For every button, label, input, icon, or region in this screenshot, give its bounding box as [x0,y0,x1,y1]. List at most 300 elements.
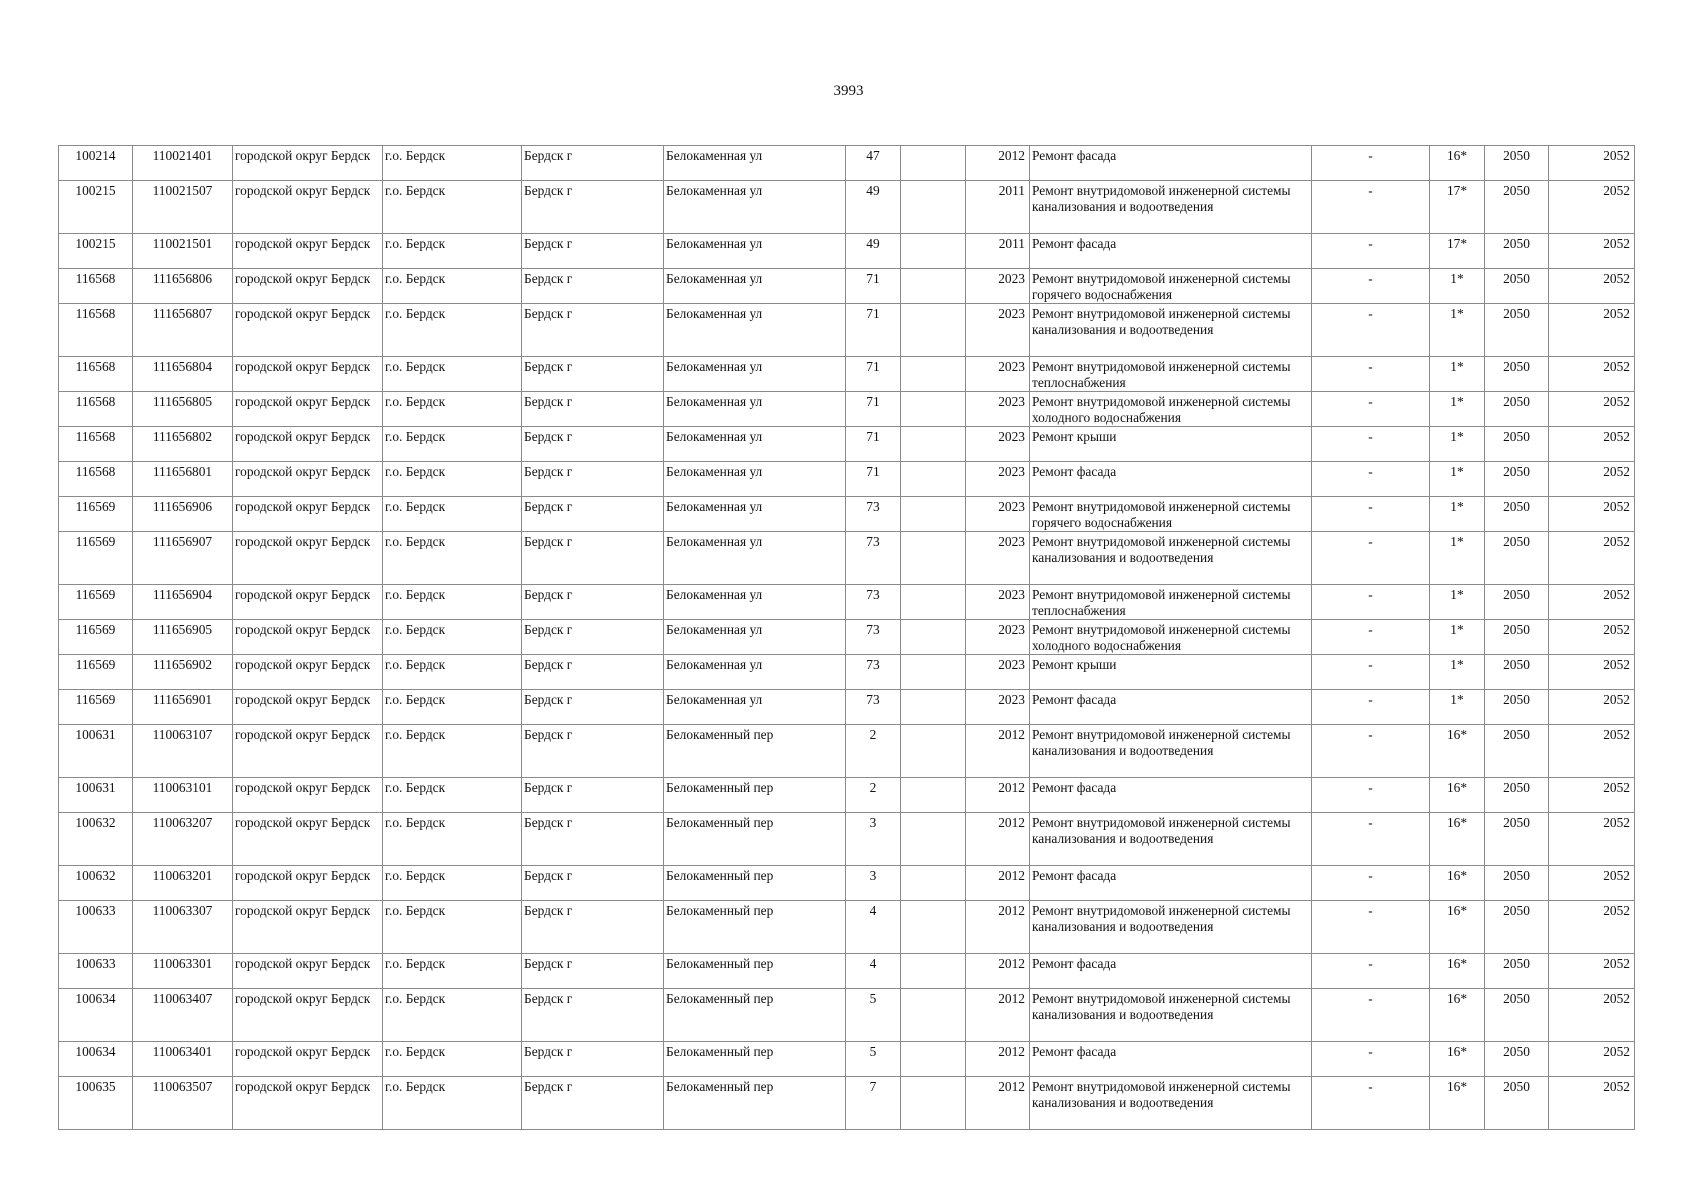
cell-street: Белокаменный пер [664,1077,846,1130]
cell-house-id: 100634 [59,989,133,1042]
cell-plan-start-year: 2050 [1485,655,1549,690]
cell-locality: Бердск г [522,357,664,392]
cell-plan-end-year: 2052 [1549,357,1635,392]
cell-municipality: городской округ Бердск [233,690,383,725]
cell-building [901,901,966,954]
cell-plan-start-year: 2050 [1485,462,1549,497]
cell-dash: - [1312,989,1430,1042]
cell-dash: - [1312,1042,1430,1077]
cell-house-id: 116568 [59,392,133,427]
cell-building [901,462,966,497]
cell-work-id: 111656801 [133,462,233,497]
cell-dash: - [1312,497,1430,532]
cell-dash: - [1312,269,1430,304]
cell-locality: Бердск г [522,725,664,778]
cell-house-number: 73 [846,497,901,532]
cell-work-id: 110063207 [133,813,233,866]
cell-street: Белокаменная ул [664,532,846,585]
cell-wear-percent: 1* [1430,357,1485,392]
cell-street: Белокаменный пер [664,1042,846,1077]
cell-commission-year: 2012 [966,866,1030,901]
cell-dash: - [1312,181,1430,234]
cell-building [901,357,966,392]
cell-house-id: 100635 [59,1077,133,1130]
cell-plan-start-year: 2050 [1485,690,1549,725]
table-row [59,427,1635,462]
cell-street: Белокаменная ул [664,497,846,532]
cell-plan-end-year: 2052 [1549,585,1635,620]
cell-house-number: 4 [846,901,901,954]
cell-municipality: городской округ Бердск [233,146,383,181]
cell-district: г.о. Бердск [383,146,522,181]
table-row [59,901,1635,954]
cell-dash: - [1312,462,1430,497]
cell-work-type: Ремонт внутридомовой инженерной системы канализования и водоотведения [1030,989,1312,1042]
cell-house-id: 100632 [59,866,133,901]
cell-commission-year: 2023 [966,392,1030,427]
cell-street: Белокаменная ул [664,462,846,497]
cell-wear-percent: 16* [1430,954,1485,989]
table-row [59,146,1635,181]
cell-building [901,1077,966,1130]
cell-locality: Бердск г [522,1042,664,1077]
cell-wear-percent: 16* [1430,1042,1485,1077]
cell-municipality: городской округ Бердск [233,778,383,813]
cell-work-type: Ремонт внутридомовой инженерной системы теплоснабжения [1030,585,1312,620]
cell-work-id: 110063101 [133,778,233,813]
cell-dash: - [1312,427,1430,462]
cell-plan-start-year: 2050 [1485,866,1549,901]
cell-commission-year: 2012 [966,725,1030,778]
cell-locality: Бердск г [522,1077,664,1130]
cell-district: г.о. Бердск [383,954,522,989]
cell-district: г.о. Бердск [383,655,522,690]
cell-house-id: 116569 [59,690,133,725]
cell-wear-percent: 1* [1430,427,1485,462]
cell-wear-percent: 16* [1430,778,1485,813]
cell-wear-percent: 1* [1430,497,1485,532]
cell-commission-year: 2023 [966,427,1030,462]
cell-house-id: 116569 [59,655,133,690]
cell-dash: - [1312,655,1430,690]
cell-dash: - [1312,585,1430,620]
cell-work-id: 111656907 [133,532,233,585]
cell-house-id: 100634 [59,1042,133,1077]
cell-building [901,1042,966,1077]
cell-plan-end-year: 2052 [1549,497,1635,532]
cell-plan-start-year: 2050 [1485,392,1549,427]
cell-plan-start-year: 2050 [1485,146,1549,181]
cell-building [901,655,966,690]
table-row [59,234,1635,269]
cell-street: Белокаменная ул [664,585,846,620]
cell-building [901,585,966,620]
cell-house-number: 73 [846,655,901,690]
cell-house-id: 100633 [59,901,133,954]
cell-street: Белокаменная ул [664,690,846,725]
table-row [59,392,1635,427]
cell-house-id: 116569 [59,497,133,532]
cell-plan-end-year: 2052 [1549,620,1635,655]
cell-commission-year: 2023 [966,269,1030,304]
cell-locality: Бердск г [522,181,664,234]
cell-work-type: Ремонт крыши [1030,427,1312,462]
cell-district: г.о. Бердск [383,778,522,813]
cell-municipality: городской округ Бердск [233,585,383,620]
cell-work-id: 111656905 [133,620,233,655]
cell-plan-start-year: 2050 [1485,620,1549,655]
cell-work-id: 110063407 [133,989,233,1042]
cell-locality: Бердск г [522,304,664,357]
cell-street: Белокаменная ул [664,392,846,427]
cell-building [901,146,966,181]
table-row [59,269,1635,304]
cell-house-id: 116568 [59,304,133,357]
cell-municipality: городской округ Бердск [233,462,383,497]
cell-work-type: Ремонт внутридомовой инженерной системы канализования и водоотведения [1030,1077,1312,1130]
cell-locality: Бердск г [522,462,664,497]
cell-district: г.о. Бердск [383,1077,522,1130]
cell-wear-percent: 1* [1430,620,1485,655]
cell-house-number: 71 [846,357,901,392]
cell-building [901,181,966,234]
cell-wear-percent: 16* [1430,725,1485,778]
cell-wear-percent: 16* [1430,813,1485,866]
cell-plan-end-year: 2052 [1549,462,1635,497]
cell-dash: - [1312,954,1430,989]
cell-building [901,866,966,901]
cell-street: Белокаменный пер [664,725,846,778]
cell-street: Белокаменный пер [664,954,846,989]
cell-commission-year: 2023 [966,655,1030,690]
table-row [59,989,1635,1042]
cell-wear-percent: 1* [1430,690,1485,725]
cell-house-number: 73 [846,532,901,585]
cell-plan-start-year: 2050 [1485,725,1549,778]
cell-dash: - [1312,813,1430,866]
cell-plan-end-year: 2052 [1549,427,1635,462]
cell-street: Белокаменная ул [664,234,846,269]
table-row [59,462,1635,497]
cell-plan-end-year: 2052 [1549,269,1635,304]
cell-plan-end-year: 2052 [1549,146,1635,181]
cell-work-id: 111656901 [133,690,233,725]
cell-locality: Бердск г [522,866,664,901]
cell-municipality: городской округ Бердск [233,497,383,532]
cell-dash: - [1312,901,1430,954]
cell-work-id: 111656902 [133,655,233,690]
cell-commission-year: 2012 [966,778,1030,813]
cell-plan-start-year: 2050 [1485,1077,1549,1130]
cell-work-type: Ремонт крыши [1030,655,1312,690]
cell-locality: Бердск г [522,146,664,181]
cell-dash: - [1312,234,1430,269]
cell-work-type: Ремонт фасада [1030,866,1312,901]
cell-municipality: городской округ Бердск [233,954,383,989]
cell-commission-year: 2012 [966,1077,1030,1130]
cell-street: Белокаменная ул [664,427,846,462]
cell-building [901,304,966,357]
cell-street: Белокаменная ул [664,269,846,304]
cell-dash: - [1312,866,1430,901]
table-row [59,813,1635,866]
cell-building [901,392,966,427]
cell-district: г.о. Бердск [383,497,522,532]
table-row [59,181,1635,234]
cell-district: г.о. Бердск [383,813,522,866]
cell-plan-start-year: 2050 [1485,532,1549,585]
table-row [59,725,1635,778]
cell-locality: Бердск г [522,989,664,1042]
cell-locality: Бердск г [522,427,664,462]
cell-building [901,269,966,304]
cell-commission-year: 2012 [966,954,1030,989]
cell-house-id: 100215 [59,181,133,234]
cell-house-id: 100214 [59,146,133,181]
cell-dash: - [1312,304,1430,357]
cell-street: Белокаменная ул [664,655,846,690]
cell-work-type: Ремонт внутридомовой инженерной системы горячего водоснабжения [1030,269,1312,304]
cell-locality: Бердск г [522,234,664,269]
cell-plan-start-year: 2050 [1485,813,1549,866]
cell-municipality: городской округ Бердск [233,901,383,954]
cell-wear-percent: 16* [1430,901,1485,954]
table-row [59,690,1635,725]
cell-work-type: Ремонт фасада [1030,954,1312,989]
cell-wear-percent: 1* [1430,585,1485,620]
table-row [59,357,1635,392]
cell-house-id: 116568 [59,427,133,462]
cell-district: г.о. Бердск [383,392,522,427]
cell-district: г.о. Бердск [383,304,522,357]
cell-commission-year: 2011 [966,181,1030,234]
cell-work-id: 111656806 [133,269,233,304]
cell-municipality: городской округ Бердск [233,725,383,778]
cell-work-id: 110063201 [133,866,233,901]
cell-street: Белокаменный пер [664,813,846,866]
cell-house-number: 71 [846,427,901,462]
cell-street: Белокаменная ул [664,304,846,357]
cell-work-id: 111656804 [133,357,233,392]
table-row [59,655,1635,690]
cell-commission-year: 2023 [966,620,1030,655]
cell-work-type: Ремонт внутридомовой инженерной системы канализования и водоотведения [1030,725,1312,778]
cell-municipality: городской округ Бердск [233,427,383,462]
cell-house-id: 116569 [59,585,133,620]
cell-locality: Бердск г [522,813,664,866]
cell-plan-end-year: 2052 [1549,1042,1635,1077]
cell-district: г.о. Бердск [383,620,522,655]
cell-dash: - [1312,357,1430,392]
cell-wear-percent: 17* [1430,234,1485,269]
cell-house-id: 116568 [59,269,133,304]
cell-dash: - [1312,532,1430,585]
cell-plan-end-year: 2052 [1549,725,1635,778]
cell-plan-start-year: 2050 [1485,497,1549,532]
cell-street: Белокаменная ул [664,181,846,234]
cell-commission-year: 2012 [966,813,1030,866]
cell-work-type: Ремонт внутридомовой инженерной системы холодного водоснабжения [1030,620,1312,655]
cell-work-id: 110063507 [133,1077,233,1130]
cell-municipality: городской округ Бердск [233,532,383,585]
cell-street: Белокаменная ул [664,146,846,181]
cell-district: г.о. Бердск [383,357,522,392]
cell-street: Белокаменная ул [664,620,846,655]
cell-wear-percent: 1* [1430,462,1485,497]
cell-work-type: Ремонт внутридомовой инженерной системы канализования и водоотведения [1030,813,1312,866]
cell-plan-end-year: 2052 [1549,532,1635,585]
table-row [59,954,1635,989]
table-row [59,778,1635,813]
cell-district: г.о. Бердск [383,181,522,234]
cell-plan-end-year: 2052 [1549,989,1635,1042]
cell-wear-percent: 16* [1430,866,1485,901]
cell-work-id: 110021507 [133,181,233,234]
cell-plan-start-year: 2050 [1485,989,1549,1042]
cell-house-number: 5 [846,1042,901,1077]
cell-work-type: Ремонт фасада [1030,462,1312,497]
cell-building [901,954,966,989]
registry-table [58,145,1635,1130]
cell-district: г.о. Бердск [383,901,522,954]
cell-dash: - [1312,1077,1430,1130]
cell-plan-end-year: 2052 [1549,813,1635,866]
cell-wear-percent: 1* [1430,269,1485,304]
cell-building [901,989,966,1042]
cell-plan-start-year: 2050 [1485,954,1549,989]
cell-plan-end-year: 2052 [1549,954,1635,989]
cell-house-number: 73 [846,690,901,725]
cell-wear-percent: 16* [1430,146,1485,181]
cell-house-number: 3 [846,866,901,901]
cell-work-id: 110063307 [133,901,233,954]
cell-plan-start-year: 2050 [1485,1042,1549,1077]
cell-locality: Бердск г [522,954,664,989]
cell-street: Белокаменная ул [664,357,846,392]
cell-dash: - [1312,146,1430,181]
cell-plan-end-year: 2052 [1549,866,1635,901]
cell-dash: - [1312,690,1430,725]
cell-plan-start-year: 2050 [1485,778,1549,813]
table-row [59,497,1635,532]
cell-work-id: 110063107 [133,725,233,778]
cell-district: г.о. Бердск [383,532,522,585]
cell-commission-year: 2012 [966,901,1030,954]
cell-municipality: городской округ Бердск [233,304,383,357]
cell-district: г.о. Бердск [383,585,522,620]
cell-work-type: Ремонт фасада [1030,1042,1312,1077]
cell-street: Белокаменный пер [664,778,846,813]
cell-municipality: городской округ Бердск [233,234,383,269]
cell-street: Белокаменный пер [664,901,846,954]
cell-plan-end-year: 2052 [1549,392,1635,427]
cell-plan-start-year: 2050 [1485,234,1549,269]
cell-locality: Бердск г [522,532,664,585]
cell-work-id: 111656807 [133,304,233,357]
cell-house-number: 49 [846,181,901,234]
table-row [59,620,1635,655]
cell-district: г.о. Бердск [383,989,522,1042]
cell-district: г.о. Бердск [383,725,522,778]
cell-municipality: городской округ Бердск [233,813,383,866]
cell-district: г.о. Бердск [383,427,522,462]
cell-plan-start-year: 2050 [1485,357,1549,392]
cell-building [901,497,966,532]
page-number: 3993 [833,83,864,99]
cell-municipality: городской округ Бердск [233,866,383,901]
cell-street: Белокаменный пер [664,989,846,1042]
cell-work-id: 111656805 [133,392,233,427]
cell-work-id: 111656904 [133,585,233,620]
cell-municipality: городской округ Бердск [233,620,383,655]
cell-building [901,690,966,725]
cell-wear-percent: 1* [1430,532,1485,585]
cell-district: г.о. Бердск [383,234,522,269]
cell-dash: - [1312,392,1430,427]
cell-work-type: Ремонт внутридомовой инженерной системы теплоснабжения [1030,357,1312,392]
cell-work-type: Ремонт внутридомовой инженерной системы канализования и водоотведения [1030,532,1312,585]
cell-locality: Бердск г [522,585,664,620]
cell-district: г.о. Бердск [383,1042,522,1077]
cell-locality: Бердск г [522,690,664,725]
cell-house-number: 47 [846,146,901,181]
cell-locality: Бердск г [522,901,664,954]
cell-district: г.о. Бердск [383,690,522,725]
cell-house-number: 4 [846,954,901,989]
cell-dash: - [1312,778,1430,813]
cell-district: г.о. Бердск [383,269,522,304]
cell-building [901,778,966,813]
cell-locality: Бердск г [522,497,664,532]
cell-municipality: городской округ Бердск [233,1077,383,1130]
cell-plan-start-year: 2050 [1485,304,1549,357]
cell-house-number: 71 [846,392,901,427]
registry-body [59,146,1635,1130]
cell-house-id: 116569 [59,532,133,585]
cell-work-id: 110063401 [133,1042,233,1077]
cell-house-id: 100215 [59,234,133,269]
table-row [59,304,1635,357]
cell-work-type: Ремонт фасада [1030,146,1312,181]
cell-house-id: 116569 [59,620,133,655]
cell-municipality: городской округ Бердск [233,181,383,234]
cell-work-type: Ремонт фасада [1030,778,1312,813]
cell-work-type: Ремонт внутридомовой инженерной системы горячего водоснабжения [1030,497,1312,532]
cell-work-type: Ремонт внутридомовой инженерной системы холодного водоснабжения [1030,392,1312,427]
cell-commission-year: 2023 [966,357,1030,392]
cell-locality: Бердск г [522,655,664,690]
cell-municipality: городской округ Бердск [233,357,383,392]
cell-wear-percent: 17* [1430,181,1485,234]
cell-municipality: городской округ Бердск [233,1042,383,1077]
cell-commission-year: 2012 [966,989,1030,1042]
cell-house-number: 71 [846,462,901,497]
cell-house-number: 2 [846,778,901,813]
cell-house-number: 71 [846,304,901,357]
cell-building [901,234,966,269]
cell-house-id: 100631 [59,725,133,778]
cell-dash: - [1312,620,1430,655]
cell-plan-end-year: 2052 [1549,234,1635,269]
cell-work-id: 111656802 [133,427,233,462]
cell-municipality: городской округ Бердск [233,269,383,304]
cell-commission-year: 2012 [966,146,1030,181]
cell-work-type: Ремонт внутридомовой инженерной системы канализования и водоотведения [1030,901,1312,954]
cell-plan-start-year: 2050 [1485,181,1549,234]
cell-dash: - [1312,725,1430,778]
cell-locality: Бердск г [522,392,664,427]
table-row [59,866,1635,901]
